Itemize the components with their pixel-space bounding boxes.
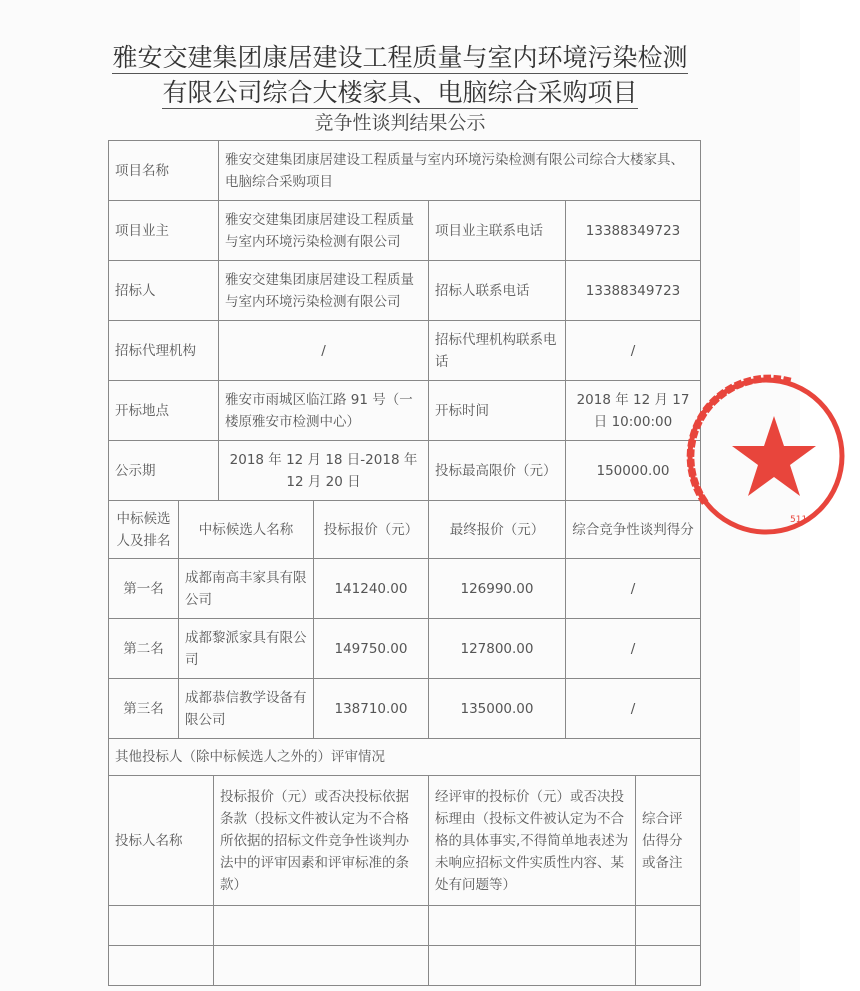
title-text-2: 有限公司综合大楼家具、电脑综合采购项目	[162, 78, 638, 107]
official-seal-icon	[680, 372, 860, 542]
table-row	[109, 679, 701, 739]
header-bid: 投标报价（元）	[314, 501, 429, 559]
location-label: 开标地点	[109, 381, 219, 441]
other-bidders-section-label: 其他投标人（除中标候选人之外的）评审情况	[109, 739, 701, 776]
candidate-name: 成都南高丰家具有限公司	[179, 559, 314, 619]
score: /	[566, 619, 701, 679]
title-line-2	[0, 73, 800, 109]
candidate-name: 成都黎派家具有限公司	[179, 619, 314, 679]
final: 135000.00	[429, 679, 566, 739]
agency-phone-label: 招标代理机构联系电话	[429, 321, 566, 381]
period-label: 公示期	[109, 441, 219, 501]
owner-label: 项目业主	[109, 201, 219, 261]
max-price: 150000.00	[566, 441, 701, 501]
owner: 雅安交建集团康居建设工程质量与室内环境污染检测有限公司	[219, 201, 429, 261]
max-price-label: 投标最高限价（元）	[429, 441, 566, 501]
final: 126990.00	[429, 559, 566, 619]
table-row	[109, 559, 701, 619]
bid: 141240.00	[314, 559, 429, 619]
tenderer: 雅安交建集团康居建设工程质量与室内环境污染检测有限公司	[219, 261, 429, 321]
agency-phone: /	[566, 321, 701, 381]
rank: 第三名	[109, 679, 179, 739]
time: 2018 年 12 月 17 日 10:00:00	[566, 381, 701, 441]
time-label: 开标时间	[429, 381, 566, 441]
tenderer-label: 招标人	[109, 261, 219, 321]
header-name: 中标候选人名称	[179, 501, 314, 559]
tenderer-phone: 13388349723	[566, 261, 701, 321]
location: 雅安市雨城区临江路 91 号（一楼原雅安市检测中心）	[219, 381, 429, 441]
bid: 149750.00	[314, 619, 429, 679]
final: 127800.00	[429, 619, 566, 679]
title-line-1	[0, 38, 800, 74]
agency: /	[219, 321, 429, 381]
svg-text:■■■■■■■■■■■■■■■■■■■■: ■■■■■■■■■■■■■■■■■■■■	[685, 373, 793, 507]
tenderer-phone-label: 招标人联系电话	[429, 261, 566, 321]
empty-row	[109, 946, 701, 986]
score: /	[566, 559, 701, 619]
header-score-note: 综合评估得分或备注	[636, 776, 701, 906]
header-rank: 中标候选人及排名	[109, 501, 179, 559]
period: 2018 年 12 月 18 日-2018 年 12 月 20 日	[219, 441, 429, 501]
candidates-table	[108, 500, 701, 739]
table-row	[109, 619, 701, 679]
header-reviewed-price: 经评审的投标价（元）或否决投标理由（投标文件被认定为不合格的具体事实,不得简单地表述为未响应招标文件实质性内容、某处有问题等）	[429, 776, 636, 906]
candidate-name: 成都恭信教学设备有限公司	[179, 679, 314, 739]
svg-text:511: 511	[790, 515, 808, 525]
project-name-label: 项目名称	[109, 141, 219, 201]
owner-phone: 13388349723	[566, 201, 701, 261]
empty-row	[109, 906, 701, 946]
header-bid-or-basis: 投标报价（元）或否决投标依据条款（投标文件被认定为不合格所依据的招标文件竞争性谈判办法中的评审因素和评审标准的条款）	[214, 776, 429, 906]
rank: 第二名	[109, 619, 179, 679]
header-final: 最终报价（元）	[429, 501, 566, 559]
owner-phone-label: 项目业主联系电话	[429, 201, 566, 261]
project-info-table	[108, 140, 701, 501]
header-bidder-name: 投标人名称	[109, 776, 214, 906]
agency-label: 招标代理机构	[109, 321, 219, 381]
header-score: 综合竞争性谈判得分	[566, 501, 701, 559]
project-name: 雅安交建集团康居建设工程质量与室内环境污染检测有限公司综合大楼家具、电脑综合采购项目	[219, 141, 701, 201]
bid: 138710.00	[314, 679, 429, 739]
title-text-1: 雅安交建集团康居建设工程质量与室内环境污染检测	[112, 43, 688, 72]
other-bidders-table	[108, 738, 701, 986]
rank: 第一名	[109, 559, 179, 619]
score: /	[566, 679, 701, 739]
subtitle: 竞争性谈判结果公示	[314, 112, 486, 134]
